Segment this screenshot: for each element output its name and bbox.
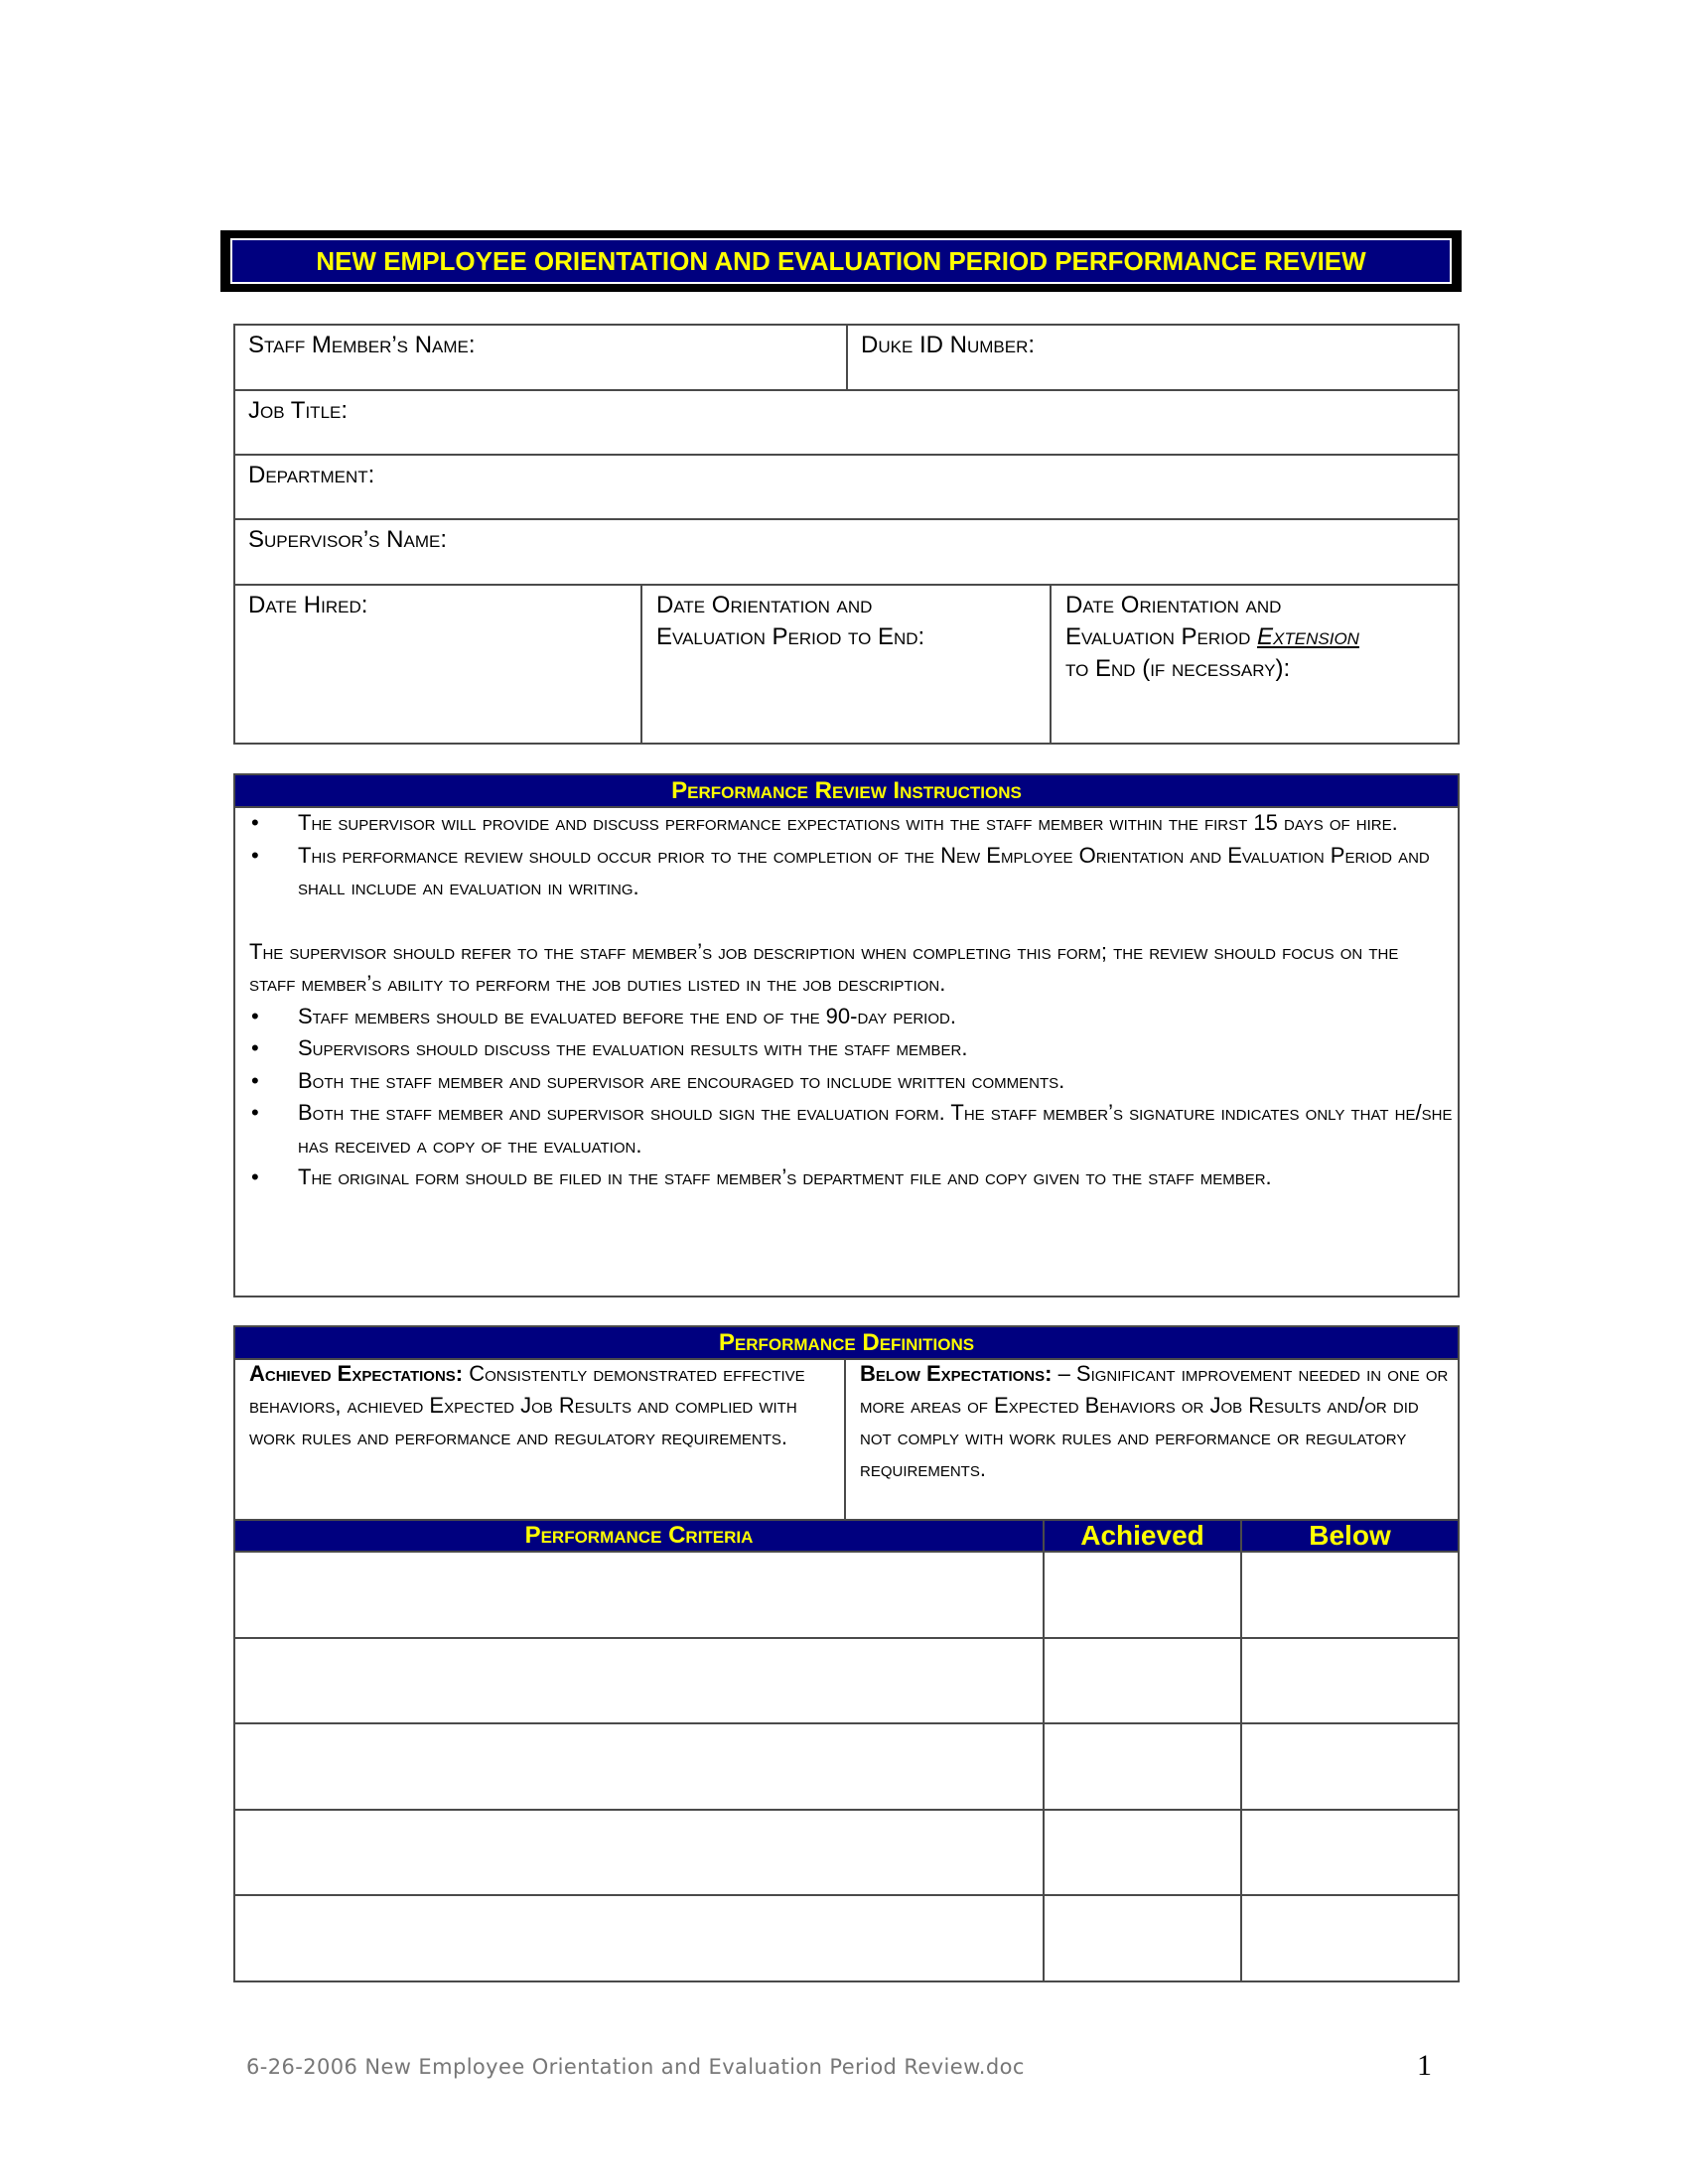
below-cell[interactable]	[1240, 1551, 1460, 1639]
supervisor-name-label: Supervisor’s Name:	[248, 526, 448, 553]
instruction-item	[235, 1097, 1458, 1161]
bullet-icon: •	[251, 1003, 259, 1028]
criteria-cell[interactable]	[233, 1722, 1045, 1811]
extension-end-label	[1052, 586, 1458, 685]
instruction-text: The original form should be filed in the staff member’s department file and copy given to the staff member.	[298, 1164, 1272, 1189]
instruction-text: The supervisor will provide and discuss performance expectations with the staff member within the first 15 days of hire.	[298, 810, 1398, 835]
below-text: – Significant improvement needed in one or more areas of Expected Behaviors or Job Results and/or did not comply with work rules and performance or regulatory requirements.	[860, 1361, 1449, 1481]
period-end-label-line1: Date Orientation and	[656, 592, 873, 618]
duke-id-label: Duke ID Number:	[861, 332, 1036, 358]
achieved-cell[interactable]	[1043, 1722, 1242, 1811]
extension-label-prefix: Evaluation Period	[1065, 623, 1258, 650]
instruction-item	[235, 1161, 1458, 1194]
below-column-header	[1240, 1519, 1460, 1553]
extension-label-line3: to End (if necessary):	[1065, 655, 1291, 682]
instruction-text: Both the staff member and supervisor are encouraged to include written comments.	[298, 1067, 1065, 1093]
title-banner	[230, 238, 1452, 284]
achieved-cell[interactable]	[1043, 1809, 1242, 1896]
instruction-item	[235, 1065, 1458, 1098]
instruction-item	[235, 1032, 1458, 1065]
bullet-icon: •	[251, 842, 259, 868]
below-term: Below Expectations:	[860, 1361, 1053, 1386]
instructions-list-top	[235, 807, 1458, 904]
period-end-label-line2: Evaluation Period to End:	[656, 623, 925, 650]
instruction-text: Staff members should be evaluated before the end of the 90-day period.	[298, 1003, 956, 1028]
bullet-icon: •	[251, 1164, 259, 1189]
bullet-icon: •	[251, 1035, 259, 1060]
date-hired-label: Date Hired:	[248, 592, 368, 618]
instructions-header	[233, 773, 1460, 808]
achieved-definition	[233, 1358, 846, 1521]
page-number: 1	[1417, 2049, 1432, 2082]
below-header-text: Below	[1309, 1520, 1391, 1551]
department-field[interactable]	[233, 454, 1460, 520]
extension-end-date-field[interactable]	[1050, 584, 1460, 745]
supervisor-name-field[interactable]	[233, 518, 1460, 586]
extension-emphasis: Extension	[1257, 623, 1359, 650]
date-hired-field[interactable]	[233, 584, 642, 745]
bullet-icon: •	[251, 1100, 259, 1125]
period-end-label	[642, 586, 1050, 653]
instruction-text: Supervisors should discuss the evaluation results with the staff member.	[298, 1035, 968, 1060]
criteria-cell[interactable]	[233, 1551, 1045, 1639]
staff-name-label: Staff Member’s Name:	[248, 332, 476, 358]
job-title-field[interactable]	[233, 389, 1460, 456]
instruction-text: Both the staff member and supervisor should sign the evaluation form. The staff member’s signature indicates only that he/she has received a copy of the evaluation.	[298, 1100, 1453, 1158]
achieved-cell[interactable]	[1043, 1637, 1242, 1724]
instruction-item	[235, 1001, 1458, 1033]
achieved-header-text: Achieved	[1080, 1520, 1204, 1551]
instructions-body	[233, 806, 1460, 1297]
below-cell[interactable]	[1240, 1809, 1460, 1896]
achieved-term: Achieved Expectations:	[249, 1361, 464, 1386]
below-cell[interactable]	[1240, 1637, 1460, 1724]
definitions-header-text: Performance Definitions	[718, 1328, 975, 1356]
below-definition	[844, 1358, 1460, 1521]
extension-label-line2	[1065, 621, 1458, 653]
below-cell[interactable]	[1240, 1894, 1460, 1982]
footer-filename: 6-26-2006 New Employee Orientation and Evaluation Period Review.doc	[246, 2055, 1025, 2079]
achieved-column-header	[1043, 1519, 1242, 1553]
achieved-cell[interactable]	[1043, 1551, 1242, 1639]
period-end-date-field[interactable]	[640, 584, 1052, 745]
instructions-paragraph: The supervisor should refer to the staff member’s job description when completing this form; the review should focus on the staff member’s ability to perform the job duties listed in the job description.	[249, 938, 1399, 996]
instructions-list-bottom	[235, 1001, 1458, 1194]
duke-id-field[interactable]	[846, 324, 1460, 391]
bullet-icon: •	[251, 810, 259, 835]
instruction-item	[235, 807, 1458, 840]
instruction-item	[235, 840, 1458, 904]
criteria-cell[interactable]	[233, 1637, 1045, 1724]
criteria-cell[interactable]	[233, 1809, 1045, 1896]
job-title-label: Job Title:	[248, 397, 349, 424]
extension-label-line1: Date Orientation and	[1065, 592, 1282, 618]
instruction-text: This performance review should occur prior to the completion of the New Employee Orientation and Evaluation Period and shall include an evaluation in writing.	[298, 842, 1430, 899]
criteria-column-header	[233, 1519, 1045, 1553]
achieved-text: Consistently demonstrated effective behaviors, achieved Expected Job Results and complied with work rules and performance and regulatory requirements.	[249, 1361, 805, 1449]
below-cell[interactable]	[1240, 1722, 1460, 1811]
instructions-header-text: Performance Review Instructions	[671, 776, 1022, 804]
criteria-cell[interactable]	[233, 1894, 1045, 1982]
department-label: Department:	[248, 462, 375, 488]
definitions-header	[233, 1325, 1460, 1360]
bullet-icon: •	[251, 1067, 259, 1093]
criteria-header-text: Performance Criteria	[524, 1522, 754, 1549]
staff-name-field[interactable]	[233, 324, 848, 391]
page-title: NEW EMPLOYEE ORIENTATION AND EVALUATION PERIOD PERFORMANCE REVIEW	[316, 245, 1366, 276]
achieved-cell[interactable]	[1043, 1894, 1242, 1982]
